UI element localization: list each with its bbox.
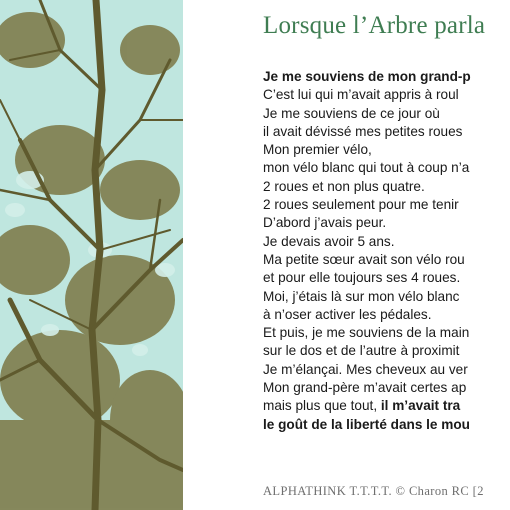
poem-line-text: à n’oser activer les pédales.: [263, 306, 432, 322]
poem-line-text: mon vélo blanc qui tout à coup n’a: [263, 160, 470, 176]
poem-line-text: il avait dévissé mes petites roues: [263, 123, 463, 139]
poem-line-text: Je m’élançai. Mes cheveux au ver: [263, 361, 468, 377]
poem-line: [263, 288, 510, 306]
poem-line-text: Mon premier vélo,: [263, 142, 372, 158]
poem-line-text: le goût de la liberté dans le mou: [263, 416, 470, 432]
poem-line: [263, 214, 510, 232]
poem-line: [263, 306, 510, 324]
poem-line-text: sur le dos et de l’autre à proximit: [263, 343, 460, 359]
poem-line: [263, 159, 510, 177]
poem-line: [263, 233, 510, 251]
poem-line-text: Je me souviens de ce jour où: [263, 105, 440, 121]
poem-line-text: mais plus que tout,: [263, 398, 381, 414]
poem-line: [263, 324, 510, 342]
poem-line-bold-text: il m’avait tra: [380, 398, 461, 414]
poem-line: [263, 178, 510, 196]
copyright-footer: ALPHATHINK T.T.T.T. © Charon RC [2: [263, 484, 484, 498]
poem-line-text: Moi, j’étais là sur mon vélo blanc: [263, 288, 460, 304]
poem-line: [263, 269, 510, 287]
poem-line-text: Mon grand-père m’avait certes ap: [263, 380, 467, 396]
poem-line: [263, 196, 510, 214]
poem-title: Lorsque l’Arbre parla: [263, 12, 486, 39]
poem-line: [263, 86, 510, 104]
poem-line-text: Et puis, je me souviens de la main: [263, 325, 470, 341]
poem-line: [263, 416, 510, 434]
tree-illustration: [0, 0, 183, 510]
poem-body: [263, 68, 510, 434]
poem-line: [263, 105, 510, 123]
poem-line-text: Ma petite sœur avait son vélo rou: [263, 251, 465, 267]
tree-photo: [0, 0, 183, 510]
poem-line-text: Je me souviens de mon grand-p: [263, 69, 471, 84]
poem-line: [263, 123, 510, 141]
poem-line: [263, 397, 510, 415]
poem-line-text: et pour elle toujours ses 4 roues.: [263, 270, 461, 286]
poem-line-text: D’abord j’avais peur.: [263, 215, 387, 231]
poem-line-text: 2 roues seulement pour me tenir: [263, 197, 459, 213]
poem-line: [263, 342, 510, 360]
poem-line-text: C’est lui qui m’avait appris à roul: [263, 87, 459, 103]
poem-line: [263, 68, 510, 86]
poem-line-text: Je devais avoir 5 ans.: [263, 233, 395, 249]
poem-line: [263, 141, 510, 159]
poem-line: [263, 251, 510, 269]
poem-line: [263, 379, 510, 397]
poem-line: [263, 361, 510, 379]
poem-line-text: 2 roues et non plus quatre.: [263, 178, 425, 194]
